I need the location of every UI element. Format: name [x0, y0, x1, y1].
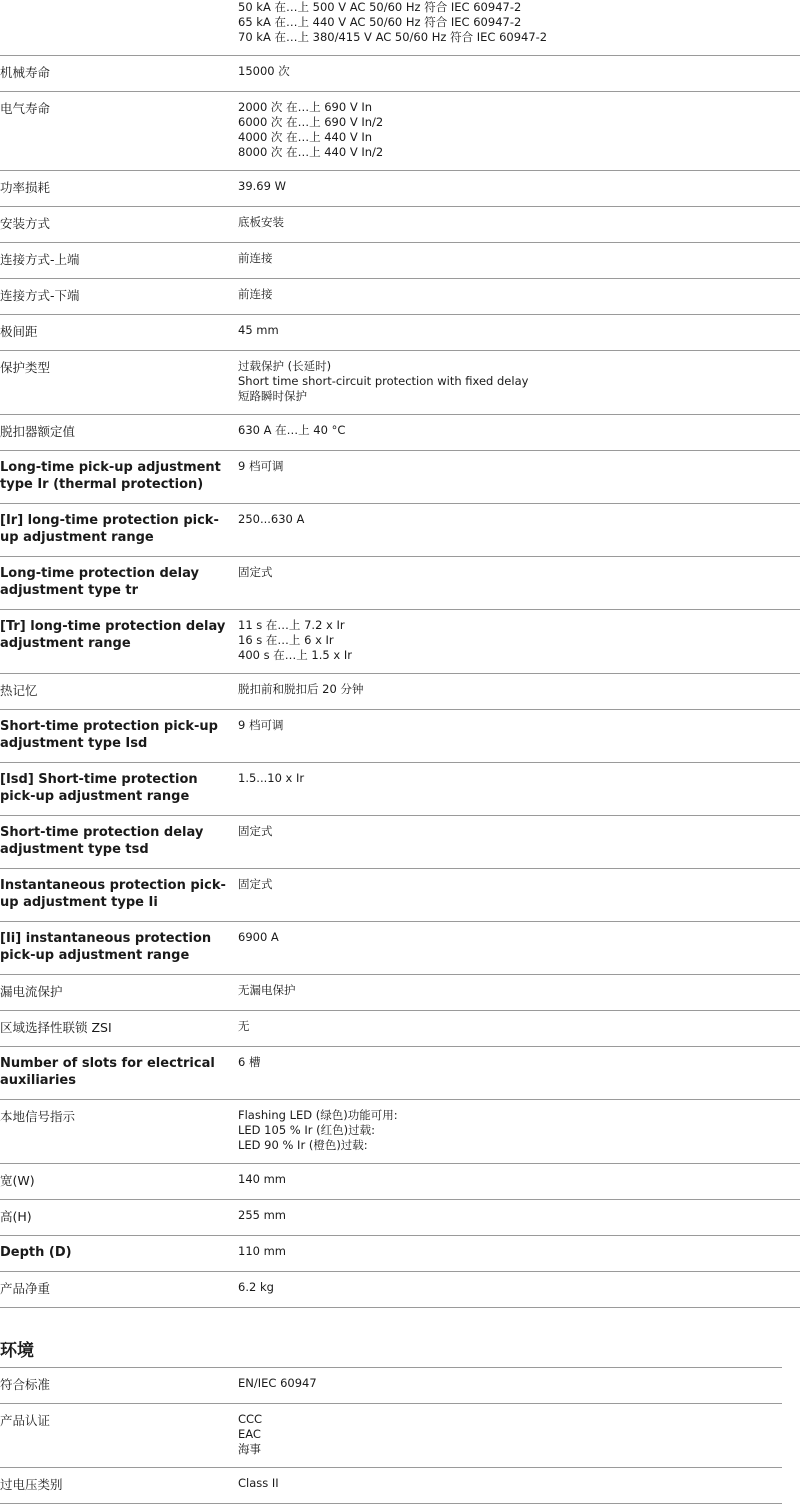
spec-label: Number of slots for electrical auxiliaries	[0, 1056, 215, 1088]
spec-label: 极间距	[0, 324, 38, 339]
spec-label: 功率损耗	[0, 180, 51, 195]
spec-value-line: EAC	[238, 1427, 261, 1441]
spec-value	[238, 682, 800, 699]
spec-row	[0, 557, 800, 610]
spec-label: 高(H)	[0, 1209, 32, 1224]
spec-label: 过电压类别	[0, 1477, 63, 1492]
spec-label: 产品净重	[0, 1281, 51, 1296]
spec-value-line: 9 档可调	[238, 718, 284, 732]
spec-value-line: 前连接	[238, 287, 273, 301]
spec-value-line: 脱扣前和脱扣后 20 分钟	[238, 682, 364, 696]
spec-value-line: 底板安装	[238, 215, 284, 229]
spec-value-line: 前连接	[238, 251, 273, 265]
spec-value-line: Short time short-circuit protection with fixed delay	[238, 374, 529, 388]
spec-row	[0, 1164, 800, 1200]
spec-label: 连接方式-下端	[0, 288, 80, 303]
spec-label: 产品认证	[0, 1413, 51, 1428]
spec-value-line: 400 s 在…上 1.5 x Ir	[238, 648, 352, 662]
spec-value-line: 固定式	[238, 824, 273, 838]
spec-label: Depth (D)	[0, 1245, 72, 1260]
spec-value-line: 6000 次 在…上 690 V In/2	[238, 115, 384, 129]
spec-value-line: 65 kA 在…上 440 V AC 50/60 Hz 符合 IEC 60947-2	[238, 15, 522, 29]
spec-value	[238, 0, 800, 45]
spec-row	[0, 171, 800, 207]
spec-value	[238, 179, 800, 196]
spec-value-line: 70 kA 在…上 380/415 V AC 50/60 Hz 符合 IEC 60947-2	[238, 30, 548, 44]
spec-label: [Ii] instantaneous protection pick-up adjustment range	[0, 931, 212, 963]
spec-value	[238, 1108, 800, 1153]
spec-value	[238, 1172, 800, 1189]
spec-value-line: 6 槽	[238, 1055, 261, 1069]
spec-value-line: 9 档可调	[238, 459, 284, 473]
spec-value-line: 39.69 W	[238, 179, 286, 193]
spec-label: 连接方式-上端	[0, 252, 80, 267]
spec-value-line: 过载保护 (长延时)	[238, 359, 332, 373]
spec-value	[238, 618, 800, 663]
spec-value-line: 45 mm	[238, 323, 279, 337]
spec-row	[0, 816, 800, 869]
spec-row	[0, 763, 800, 816]
spec-label: [Ir] long-time protection pick-up adjustment range	[0, 513, 219, 545]
spec-value-line: Class II	[238, 1476, 279, 1490]
spec-value-line: 海事	[238, 1442, 261, 1456]
spec-label: 本地信号指示	[0, 1109, 76, 1124]
spec-row	[0, 279, 800, 315]
spec-value-line: 固定式	[238, 565, 273, 579]
spec-label: Long-time protection delay adjustment type tr	[0, 566, 199, 598]
spec-row	[0, 1272, 800, 1308]
spec-value-line: 无	[238, 1019, 250, 1033]
spec-value-line: 2000 次 在…上 690 V In	[238, 100, 373, 114]
spec-value	[238, 1376, 782, 1393]
spec-value-line: 短路瞬时保护	[238, 389, 307, 403]
spec-label: 机械寿命	[0, 65, 51, 80]
spec-row	[0, 92, 800, 171]
spec-value-line: 16 s 在…上 6 x Ir	[238, 633, 334, 647]
spec-label: Instantaneous protection pick-up adjustment type Ii	[0, 878, 226, 910]
spec-value	[238, 323, 800, 340]
spec-row	[0, 710, 800, 763]
spec-row	[0, 207, 800, 243]
spec-row	[0, 975, 800, 1011]
spec-value-line: 140 mm	[238, 1172, 287, 1186]
spec-value-line: 固定式	[238, 877, 273, 891]
spec-value-line: 255 mm	[238, 1208, 287, 1222]
spec-row	[0, 451, 800, 504]
spec-value-line: LED 90 % Ir (橙色)过载:	[238, 1138, 368, 1152]
spec-value	[238, 251, 800, 268]
spec-value-line: 110 mm	[238, 1244, 287, 1258]
spec-value-line: 1.5...10 x Ir	[238, 771, 305, 785]
spec-value-line: EN/IEC 60947	[238, 1376, 317, 1390]
spec-label: [Isd] Short-time protection pick-up adjustment range	[0, 772, 198, 804]
spec-label: 符合标准	[0, 1377, 51, 1392]
spec-row	[0, 1236, 800, 1272]
spec-value-line: 4000 次 在…上 440 V In	[238, 130, 373, 144]
spec-label: 宽(W)	[0, 1173, 35, 1188]
spec-value	[238, 359, 800, 404]
spec-value-line: CCC	[238, 1412, 263, 1426]
spec-row	[0, 922, 800, 975]
spec-row	[0, 1100, 800, 1164]
spec-row	[0, 610, 800, 674]
spec-value	[238, 771, 800, 805]
spec-value	[238, 565, 800, 599]
spec-value-line: 8000 次 在…上 440 V In/2	[238, 145, 384, 159]
spec-row	[0, 351, 800, 415]
environment-table	[0, 1368, 782, 1504]
spec-value	[238, 64, 800, 81]
spec-value-line: 6900 A	[238, 930, 279, 944]
spec-row	[0, 0, 800, 56]
spec-row	[0, 869, 800, 922]
spec-label: 热记忆	[0, 683, 38, 698]
spec-label: [Tr] long-time protection delay adjustment range	[0, 619, 226, 651]
spec-label	[0, 0, 238, 45]
spec-row	[0, 504, 800, 557]
spec-label: Short-time protection pick-up adjustment type Isd	[0, 719, 218, 751]
spec-label: 安装方式	[0, 216, 51, 231]
spec-value	[238, 930, 800, 964]
spec-value	[238, 459, 800, 493]
spec-label: 电气寿命	[0, 101, 51, 116]
spec-value	[238, 215, 800, 232]
spec-value-line: LED 105 % Ir (红色)过载:	[238, 1123, 375, 1137]
spec-value-line: 630 A 在…上 40 °C	[238, 423, 346, 437]
spec-value	[238, 512, 800, 546]
spec-value	[238, 287, 800, 304]
spec-row	[0, 56, 800, 92]
spec-row	[0, 1468, 782, 1504]
spec-value	[238, 423, 800, 440]
spec-value	[238, 1412, 782, 1457]
spec-row	[0, 674, 800, 710]
spec-value-line: 250...630 A	[238, 512, 305, 526]
spec-value	[238, 1280, 800, 1297]
spec-value	[238, 1019, 800, 1036]
spec-value-line: 6.2 kg	[238, 1280, 274, 1294]
spec-row	[0, 243, 800, 279]
spec-value	[238, 1244, 800, 1261]
spec-value	[238, 100, 800, 160]
spec-label: 脱扣器额定值	[0, 424, 76, 439]
spec-value	[238, 983, 800, 1000]
spec-row	[0, 1200, 800, 1236]
spec-value-line: 无漏电保护	[238, 983, 296, 997]
spec-row	[0, 1047, 800, 1100]
spec-label: 区域选择性联锁 ZSI	[0, 1020, 112, 1035]
spec-label: Long-time pick-up adjustment type Ir (thermal protection)	[0, 460, 221, 492]
section-heading-environment: 环境	[0, 1334, 782, 1368]
spec-value-line: 15000 次	[238, 64, 290, 78]
spec-value-line: 11 s 在…上 7.2 x Ir	[238, 618, 345, 632]
spec-value-line: Flashing LED (绿色)功能可用:	[238, 1108, 398, 1122]
spec-value	[238, 1476, 782, 1493]
spec-value-line: 50 kA 在…上 500 V AC 50/60 Hz 符合 IEC 60947-2	[238, 0, 522, 14]
spec-label: 保护类型	[0, 360, 51, 375]
spec-value	[238, 877, 800, 911]
spec-value	[238, 1208, 800, 1225]
spec-label: Short-time protection delay adjustment type tsd	[0, 825, 204, 857]
spec-row	[0, 315, 800, 351]
spec-value	[238, 718, 800, 752]
spec-row	[0, 415, 800, 451]
spec-value	[238, 824, 800, 858]
spec-row	[0, 1404, 782, 1468]
spec-value	[238, 1055, 800, 1089]
spec-row	[0, 1011, 800, 1047]
spec-row	[0, 1368, 782, 1404]
spec-label: 漏电流保护	[0, 984, 63, 999]
